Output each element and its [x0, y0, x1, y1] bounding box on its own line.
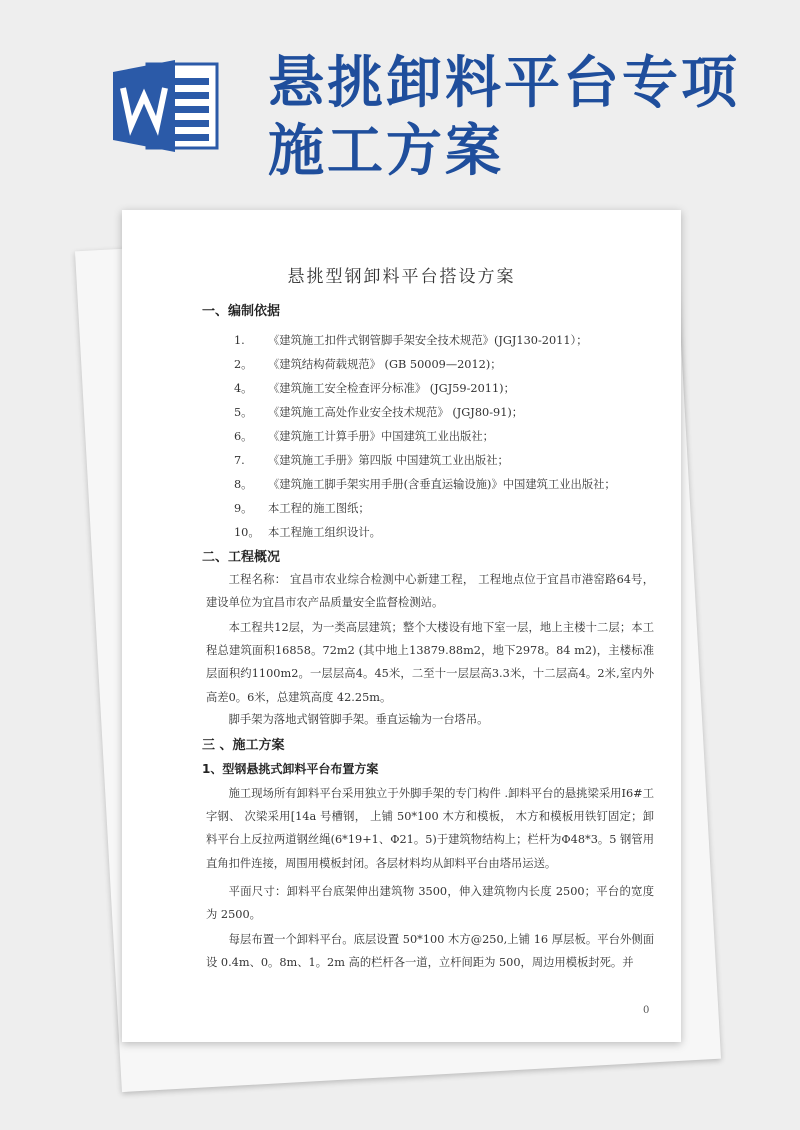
- section-heading-overview: 二、工程概况: [202, 550, 281, 565]
- banner: [0, 0, 800, 200]
- banner-title-line1: 悬挑卸料平台专项: [268, 51, 740, 116]
- list-item: 2。 《建筑结构荷载规范》 (GB 50009—2012)；: [234, 358, 502, 371]
- list-item: 8。 《建筑施工脚手架实用手册(含垂直运输设施)》中国建筑工业出版社；: [234, 478, 616, 491]
- paragraph-scaffold: 脚手架为落地式钢管脚手架。垂直运输为一台塔吊。: [228, 713, 489, 726]
- paragraph-platform-structure: 施工现场所有卸料平台采用独立于外脚手架的专门构件 .卸料平台的悬挑梁采用I6#工字钢、 次梁采用[14a 号槽钢， 上铺 50*100 木方和模板， 木方和模板用铁钉固定；卸料平台上反拉两道钢丝绳(6*19+1、Φ21。5)于建筑物结构上；栏杆为Φ48*3。5 钢管用直角扣件连接，周围用模板封闭。各层材料均从卸料平台由塔吊运送。: [206, 787, 654, 870]
- list-item: 4。 《建筑施工安全检查评分标准》 (JGJ59-2011)；: [234, 382, 515, 395]
- list-item: 7. 《建筑施工手册》第四版 中国建筑工业出版社；: [234, 454, 509, 467]
- banner-title: [268, 50, 788, 186]
- list-item: 5。 《建筑施工高处作业安全技术规范》 (JGJ80-91)；: [234, 406, 524, 419]
- page-number: 0: [643, 1005, 650, 1016]
- paragraph-project-name: 工程名称： 宜昌市农业综合检测中心新建工程， 工程地点位于宜昌市港窑路64号，建设单位为宜昌市农产品质量安全监督检测站。: [206, 573, 654, 610]
- section-heading-basis: 一、编制依据: [202, 304, 281, 319]
- banner-title-line2: 施工方案: [268, 119, 504, 184]
- list-item: 6。 《建筑施工计算手册》中国建筑工业出版社；: [234, 430, 494, 443]
- document-page: [122, 210, 681, 1042]
- list-item: 10。 本工程施工组织设计。: [234, 526, 381, 539]
- document-title: 悬挑型钢卸料平台搭设方案: [287, 267, 516, 287]
- paragraph-plan-dimensions: 平面尺寸：卸料平台底架伸出建筑物 3500，伸入建筑物内长度 2500；平台的宽度为 2500。: [206, 885, 654, 922]
- word-document-icon: [113, 60, 221, 152]
- list-item: 1. 《建筑施工扣件式钢管脚手架安全技术规范》(JGJ130-2011）；: [234, 334, 588, 347]
- subsection-heading-layout: 1、型钢悬挑式卸料平台布置方案: [202, 762, 379, 776]
- paragraph-project-scale: 本工程共12层，为一类高层建筑；整个大楼设有地下室一层，地上主楼十二层；本工程总建筑面积16858。72m2 (其中地上13879.88m2，地下2978。84 m2)，主楼标准层面积约1100m2。一层层高4。45米，二至十一层层高3.3米，十二层高4。2米,室内外高差0。6米，总建筑高度 42.25m。: [206, 621, 654, 704]
- list-item: 9。 本工程的施工图纸；: [234, 502, 370, 515]
- paragraph-layout-per-floor: 每层布置一个卸料平台。底层设置 50*100 木方@250,上铺 16 厚层板。平台外侧面设 0.4m、0。8m、1。2m 高的栏杆各一道，立杆间距为 500，周边用模板封死。并: [206, 933, 654, 970]
- section-heading-plan: 三 、施工方案: [202, 738, 285, 753]
